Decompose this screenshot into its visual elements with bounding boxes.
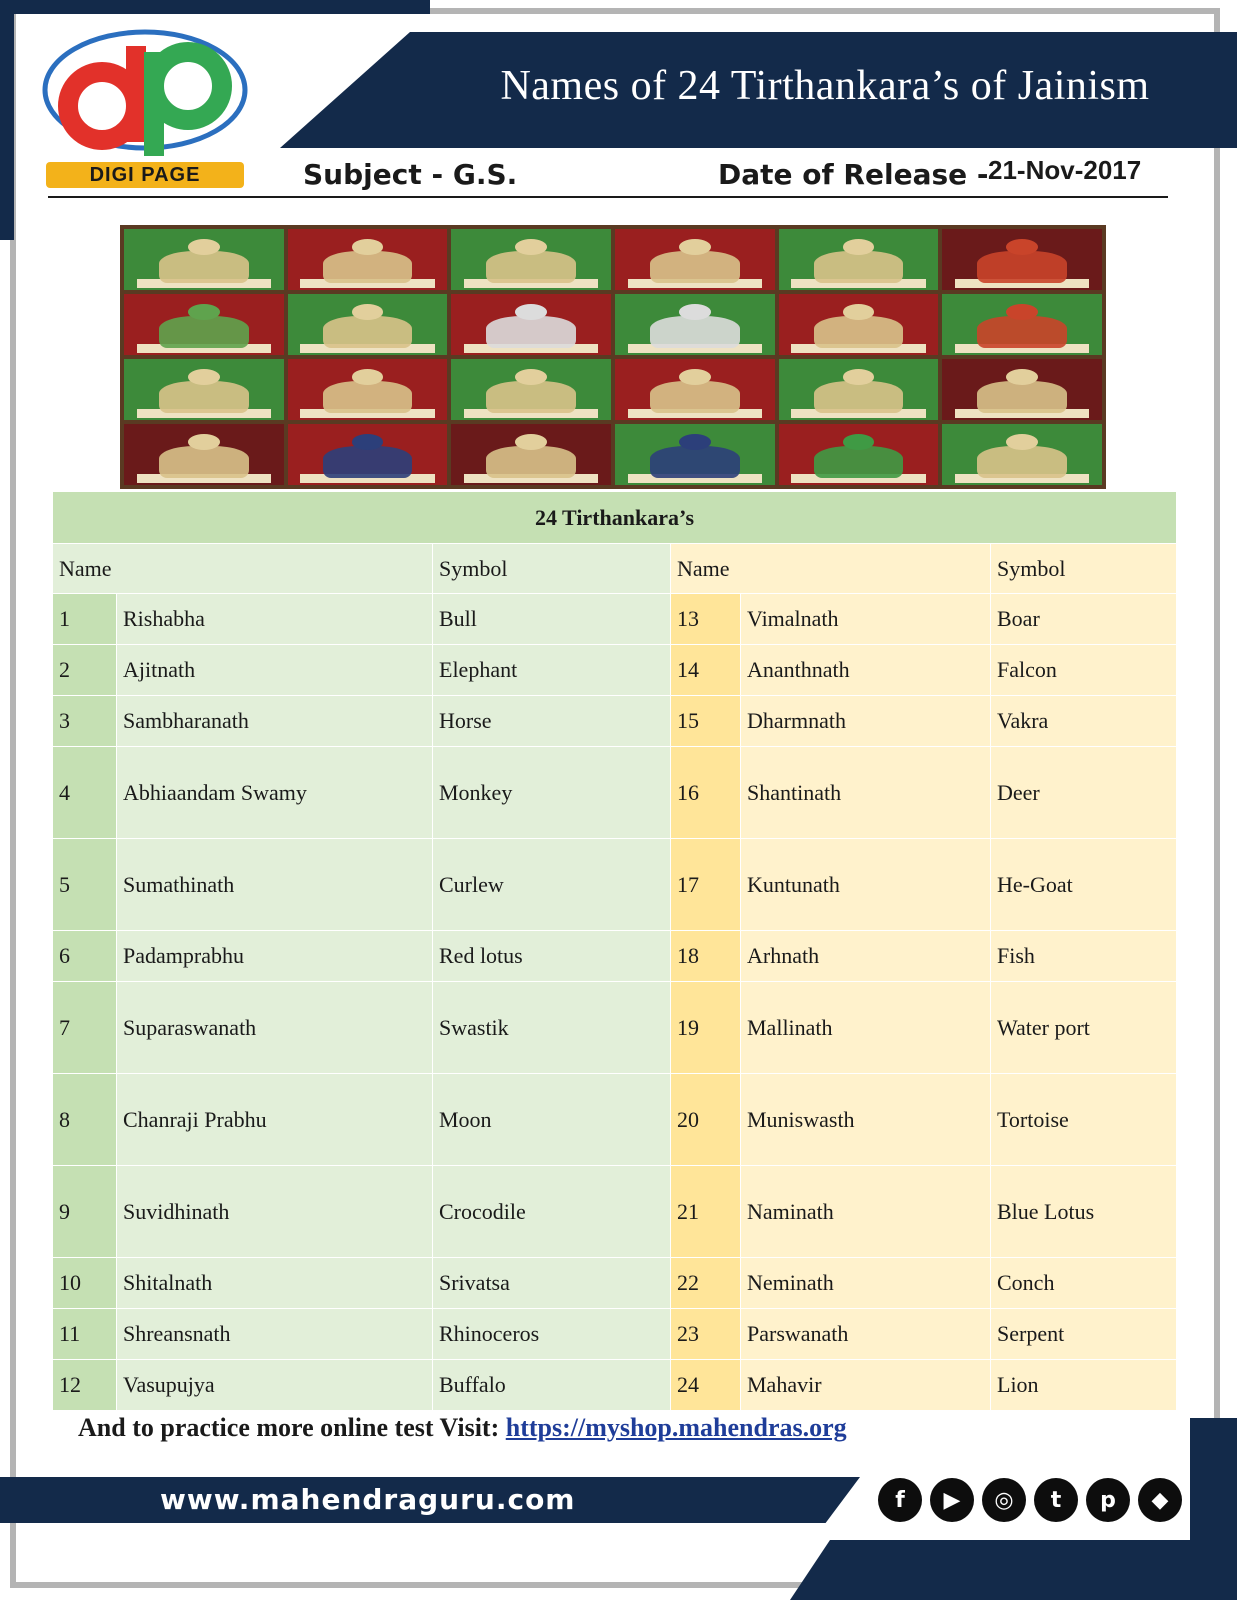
symbol-cell-right: Falcon xyxy=(991,645,1177,696)
painting-tile xyxy=(288,229,448,290)
name-cell-left: Sumathinath xyxy=(117,839,433,931)
figure-head xyxy=(679,239,711,255)
table-row xyxy=(53,594,1177,645)
table-row xyxy=(53,645,1177,696)
symbol-cell-right: He-Goat xyxy=(991,839,1177,931)
footer-website[interactable]: www.mahendraguru.com xyxy=(160,1483,576,1516)
tirthankara-painting xyxy=(120,225,1106,489)
symbol-cell-left: Buffalo xyxy=(433,1360,671,1411)
num-cell-left: 10 xyxy=(53,1258,117,1309)
painting-tile xyxy=(288,294,448,355)
footer-bottom-bar xyxy=(790,1540,1237,1600)
seated-figure xyxy=(323,446,412,478)
figure-head xyxy=(352,304,384,320)
table-row xyxy=(53,931,1177,982)
tirthankara-table xyxy=(52,491,1177,1411)
table-row xyxy=(53,747,1177,839)
painting-tile xyxy=(288,424,448,485)
num-cell-left: 6 xyxy=(53,931,117,982)
num-cell-left: 9 xyxy=(53,1166,117,1258)
painting-tile xyxy=(779,294,939,355)
release-label: Date of Release - xyxy=(718,158,989,191)
name-cell-right: Shantinath xyxy=(741,747,991,839)
painting-tile xyxy=(942,424,1102,485)
table-row xyxy=(53,1166,1177,1258)
seated-figure xyxy=(323,251,412,283)
symbol-cell-left: Moon xyxy=(433,1074,671,1166)
symbol-cell-right: Fish xyxy=(991,931,1177,982)
painting-tile xyxy=(451,359,611,420)
symbol-cell-left: Horse xyxy=(433,696,671,747)
painting-tile xyxy=(451,294,611,355)
symbol-cell-right: Lion xyxy=(991,1360,1177,1411)
facebook-icon[interactable]: f xyxy=(878,1478,922,1522)
practice-text: And to practice more online test Visit: xyxy=(78,1413,506,1442)
figure-head xyxy=(843,239,875,255)
num-cell-right: 17 xyxy=(671,839,741,931)
num-cell-left: 11 xyxy=(53,1309,117,1360)
table-row xyxy=(53,696,1177,747)
figure-head xyxy=(1006,369,1038,385)
num-cell-right: 13 xyxy=(671,594,741,645)
figure-head xyxy=(679,434,711,450)
seated-figure xyxy=(486,446,575,478)
name-cell-left: Shreansnath xyxy=(117,1309,433,1360)
name-cell-right: Arhnath xyxy=(741,931,991,982)
seated-figure xyxy=(814,251,903,283)
symbol-cell-left: Elephant xyxy=(433,645,671,696)
table-row xyxy=(53,982,1177,1074)
painting-tile xyxy=(615,229,775,290)
num-cell-left: 3 xyxy=(53,696,117,747)
num-cell-right: 19 xyxy=(671,982,741,1074)
name-cell-right: Muniswasth xyxy=(741,1074,991,1166)
youtube-icon[interactable]: ▶ xyxy=(930,1478,974,1522)
painting-tile xyxy=(942,294,1102,355)
figure-head xyxy=(843,304,875,320)
painting-tile xyxy=(942,359,1102,420)
name-cell-left: Vasupujya xyxy=(117,1360,433,1411)
name-cell-left: Suparaswanath xyxy=(117,982,433,1074)
seated-figure xyxy=(977,251,1066,283)
symbol-cell-left: Swastik xyxy=(433,982,671,1074)
page-title: Names of 24 Tirthankara’s of Jainism xyxy=(500,63,1150,109)
painting-tile xyxy=(124,424,284,485)
figure-head xyxy=(515,434,547,450)
num-cell-left: 4 xyxy=(53,747,117,839)
seated-figure xyxy=(977,446,1066,478)
table-row xyxy=(53,1309,1177,1360)
seated-figure xyxy=(650,446,739,478)
painting-tile xyxy=(615,359,775,420)
name-cell-right: Kuntunath xyxy=(741,839,991,931)
num-cell-right: 24 xyxy=(671,1360,741,1411)
num-cell-right: 16 xyxy=(671,747,741,839)
painting-tile xyxy=(124,359,284,420)
header-symbol-left: Symbol xyxy=(433,544,671,594)
num-cell-right: 20 xyxy=(671,1074,741,1166)
name-cell-right: Mahavir xyxy=(741,1360,991,1411)
num-cell-right: 23 xyxy=(671,1309,741,1360)
header-symbol-right: Symbol xyxy=(991,544,1177,594)
social-icons xyxy=(878,1478,1182,1522)
num-cell-right: 14 xyxy=(671,645,741,696)
painting-tile xyxy=(288,359,448,420)
name-cell-left: Rishabha xyxy=(117,594,433,645)
symbol-cell-left: Monkey xyxy=(433,747,671,839)
table-row xyxy=(53,1258,1177,1309)
figure-head xyxy=(1006,239,1038,255)
seated-figure xyxy=(977,316,1066,348)
pinterest-icon[interactable]: p xyxy=(1086,1478,1130,1522)
name-cell-left: Chanraji Prabhu xyxy=(117,1074,433,1166)
symbol-cell-right: Water port xyxy=(991,982,1177,1074)
num-cell-left: 7 xyxy=(53,982,117,1074)
android-icon[interactable]: ◆ xyxy=(1138,1478,1182,1522)
top-corner-bar xyxy=(0,0,430,14)
symbol-cell-left: Red lotus xyxy=(433,931,671,982)
practice-line xyxy=(78,1413,847,1443)
header-name-right: Name xyxy=(671,544,991,594)
figure-head xyxy=(843,369,875,385)
seated-figure xyxy=(323,381,412,413)
painting-tile xyxy=(779,424,939,485)
figure-head xyxy=(843,434,875,450)
name-cell-right: Vimalnath xyxy=(741,594,991,645)
release-date: 21-Nov-2017 xyxy=(988,155,1142,185)
seated-figure xyxy=(486,251,575,283)
practice-link[interactable]: https://myshop.mahendras.org xyxy=(505,1413,847,1442)
figure-head xyxy=(1006,434,1038,450)
name-cell-right: Dharmnath xyxy=(741,696,991,747)
num-cell-right: 22 xyxy=(671,1258,741,1309)
seated-figure xyxy=(650,381,739,413)
instagram-icon[interactable]: ◎ xyxy=(982,1478,1026,1522)
seated-figure xyxy=(159,251,248,283)
seated-figure xyxy=(650,316,739,348)
figure-head xyxy=(515,304,547,320)
symbol-cell-left: Crocodile xyxy=(433,1166,671,1258)
painting-tile xyxy=(615,294,775,355)
left-corner-bar xyxy=(0,0,14,240)
logo-badge: DIGI PAGE xyxy=(46,162,244,188)
figure-head xyxy=(679,304,711,320)
painting-tile xyxy=(124,229,284,290)
seated-figure xyxy=(977,381,1066,413)
twitter-icon[interactable]: t xyxy=(1034,1478,1078,1522)
figure-head xyxy=(352,239,384,255)
painting-tile xyxy=(942,229,1102,290)
seated-figure xyxy=(486,381,575,413)
symbol-cell-right: Serpent xyxy=(991,1309,1177,1360)
symbol-cell-left: Srivatsa xyxy=(433,1258,671,1309)
name-cell-left: Abhiaandam Swamy xyxy=(117,747,433,839)
figure-head xyxy=(352,434,384,450)
num-cell-right: 15 xyxy=(671,696,741,747)
table-row xyxy=(53,1360,1177,1411)
symbol-cell-right: Blue Lotus xyxy=(991,1166,1177,1258)
num-cell-right: 21 xyxy=(671,1166,741,1258)
seated-figure xyxy=(159,381,248,413)
seated-figure xyxy=(323,316,412,348)
figure-head xyxy=(188,239,220,255)
num-cell-left: 8 xyxy=(53,1074,117,1166)
num-cell-left: 12 xyxy=(53,1360,117,1411)
painting-tile xyxy=(779,359,939,420)
seated-figure xyxy=(159,316,248,348)
name-cell-left: Padamprabhu xyxy=(117,931,433,982)
header-divider xyxy=(48,196,1168,198)
name-cell-right: Ananthnath xyxy=(741,645,991,696)
name-cell-right: Mallinath xyxy=(741,982,991,1074)
seated-figure xyxy=(650,251,739,283)
figure-head xyxy=(515,369,547,385)
symbol-cell-right: Tortoise xyxy=(991,1074,1177,1166)
painting-tile xyxy=(615,424,775,485)
painting-tile xyxy=(124,294,284,355)
seated-figure xyxy=(814,316,903,348)
name-cell-right: Naminath xyxy=(741,1166,991,1258)
name-cell-right: Neminath xyxy=(741,1258,991,1309)
symbol-cell-right: Deer xyxy=(991,747,1177,839)
symbol-cell-left: Rhinoceros xyxy=(433,1309,671,1360)
symbol-cell-right: Boar xyxy=(991,594,1177,645)
logo-mark-icon xyxy=(40,28,250,158)
digi-page-logo xyxy=(40,28,250,193)
name-cell-left: Sambharanath xyxy=(117,696,433,747)
table-row xyxy=(53,839,1177,931)
seated-figure xyxy=(486,316,575,348)
name-cell-left: Shitalnath xyxy=(117,1258,433,1309)
figure-head xyxy=(352,369,384,385)
num-cell-left: 2 xyxy=(53,645,117,696)
symbol-cell-left: Bull xyxy=(433,594,671,645)
name-cell-right: Parswanath xyxy=(741,1309,991,1360)
num-cell-left: 1 xyxy=(53,594,117,645)
figure-head xyxy=(188,369,220,385)
num-cell-right: 18 xyxy=(671,931,741,982)
name-cell-left: Suvidhinath xyxy=(117,1166,433,1258)
symbol-cell-right: Vakra xyxy=(991,696,1177,747)
figure-head xyxy=(679,369,711,385)
figure-head xyxy=(188,304,220,320)
figure-head xyxy=(188,434,220,450)
seated-figure xyxy=(814,446,903,478)
num-cell-left: 5 xyxy=(53,839,117,931)
subject-label: Subject - G.S. xyxy=(303,158,518,191)
painting-tile xyxy=(451,229,611,290)
header-name-left: Name xyxy=(53,544,433,594)
seated-figure xyxy=(159,446,248,478)
painting-tile xyxy=(451,424,611,485)
table-row xyxy=(53,1074,1177,1166)
figure-head xyxy=(1006,304,1038,320)
symbol-cell-left: Curlew xyxy=(433,839,671,931)
figure-head xyxy=(515,239,547,255)
symbol-cell-right: Conch xyxy=(991,1258,1177,1309)
painting-tile xyxy=(779,229,939,290)
seated-figure xyxy=(814,381,903,413)
table-caption: 24 Tirthankara’s xyxy=(53,492,1177,544)
name-cell-left: Ajitnath xyxy=(117,645,433,696)
